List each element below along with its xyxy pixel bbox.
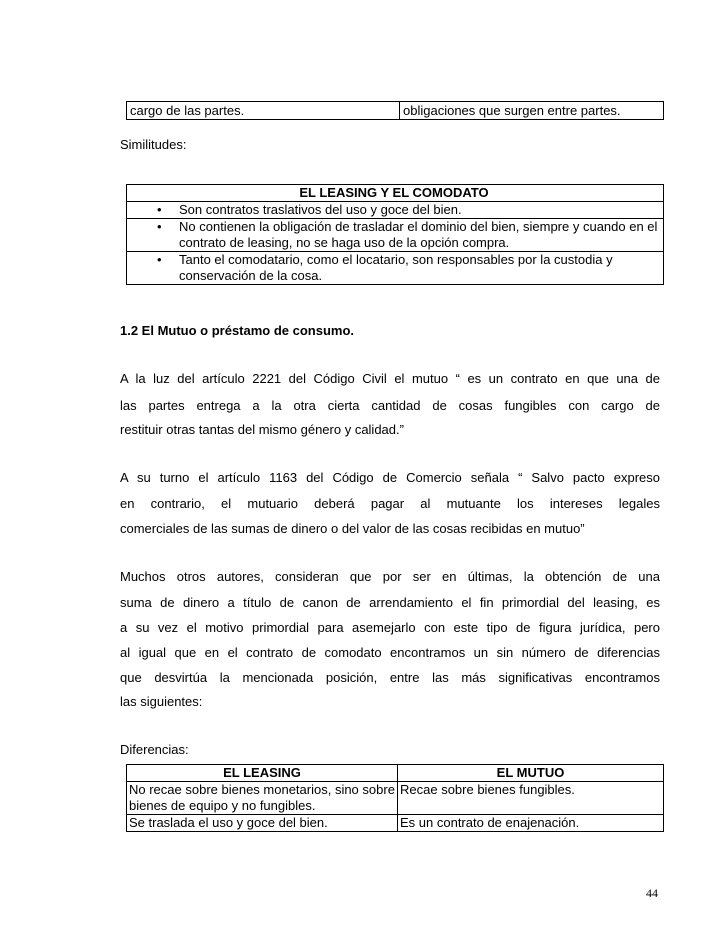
paragraph-line: que desvirtúa la mencionada posición, entre las más significativas encontramos: [120, 670, 660, 685]
paragraph-line: comerciales de las sumas de dinero o del valor de las cosas recibidas en mutuo”: [120, 521, 585, 536]
bullet-icon: •: [157, 219, 162, 234]
continuation-cell-right: obligaciones que surgen entre partes.: [400, 102, 664, 120]
paragraph-line: restituir otras tantas del mismo género y calidad.”: [120, 422, 404, 437]
similarity-text: No contienen la obligación de trasladar el dominio del bien, siempre y cuando en el contrato de leasing, no se haga uso de la opción compra.: [179, 219, 658, 250]
differences-header-leasing: EL LEASING: [127, 765, 398, 782]
bullet-icon: •: [157, 252, 162, 267]
differences-cell: Es un contrato de enajenación.: [398, 815, 664, 832]
table-row: [127, 815, 664, 832]
similarity-row: [127, 202, 664, 219]
paragraph-line: las siguientes:: [120, 694, 203, 709]
similarity-text: Son contratos traslativos del uso y goce del bien.: [179, 202, 462, 217]
bullet-icon: •: [157, 202, 162, 217]
similarities-table: [126, 184, 664, 285]
diferencias-label: Diferencias:: [120, 742, 189, 757]
section-heading: 1.2 El Mutuo o préstamo de consumo.: [120, 323, 355, 338]
paragraph-line: al igual que en el contrato de comodato encontramos un sin número de diferencias: [120, 645, 660, 660]
similitudes-label: Similitudes:: [120, 137, 187, 152]
similarity-row: [127, 252, 664, 285]
page-number: 44: [646, 886, 658, 900]
differences-cell: Se traslada el uso y goce del bien.: [127, 815, 398, 832]
table-row: [127, 782, 664, 815]
paragraph-line: Muchos otros autores, consideran que por ser en últimas, la obtención de una: [120, 569, 660, 584]
paragraph-line: suma de dinero a título de canon de arrendamiento el fin primordial del leasing, es: [120, 595, 660, 610]
continuation-cell-left: cargo de las partes.: [127, 102, 400, 120]
similarity-row: [127, 219, 664, 252]
continuation-table: [126, 101, 664, 120]
differences-cell: Recae sobre bienes fungibles.: [398, 782, 664, 815]
paragraph-line: las partes entrega a la otra cierta cantidad de cosas fungibles con cargo de: [120, 398, 660, 413]
similarities-header: EL LEASING Y EL COMODATO: [127, 185, 664, 202]
paragraph-line: A la luz del artículo 2221 del Código Civil el mutuo “ es un contrato en que una de: [120, 371, 660, 386]
differences-cell: No recae sobre bienes monetarios, sino sobre bienes de equipo y no fungibles.: [127, 782, 398, 815]
similarity-text: Tanto el comodatario, como el locatario, son responsables por la custodia y conservación de la cosa.: [179, 252, 613, 283]
differences-table: [126, 764, 664, 832]
paragraph-line: en contrario, el mutuario deberá pagar al mutuante los intereses legales: [120, 496, 660, 511]
paragraph-line: A su turno el artículo 1163 del Código de Comercio señala “ Salvo pacto expreso: [120, 470, 660, 485]
differences-header-mutuo: EL MUTUO: [398, 765, 664, 782]
paragraph-line: a su vez el motivo primordial para asemejarlo con este tipo de figura jurídica, pero: [120, 620, 660, 635]
